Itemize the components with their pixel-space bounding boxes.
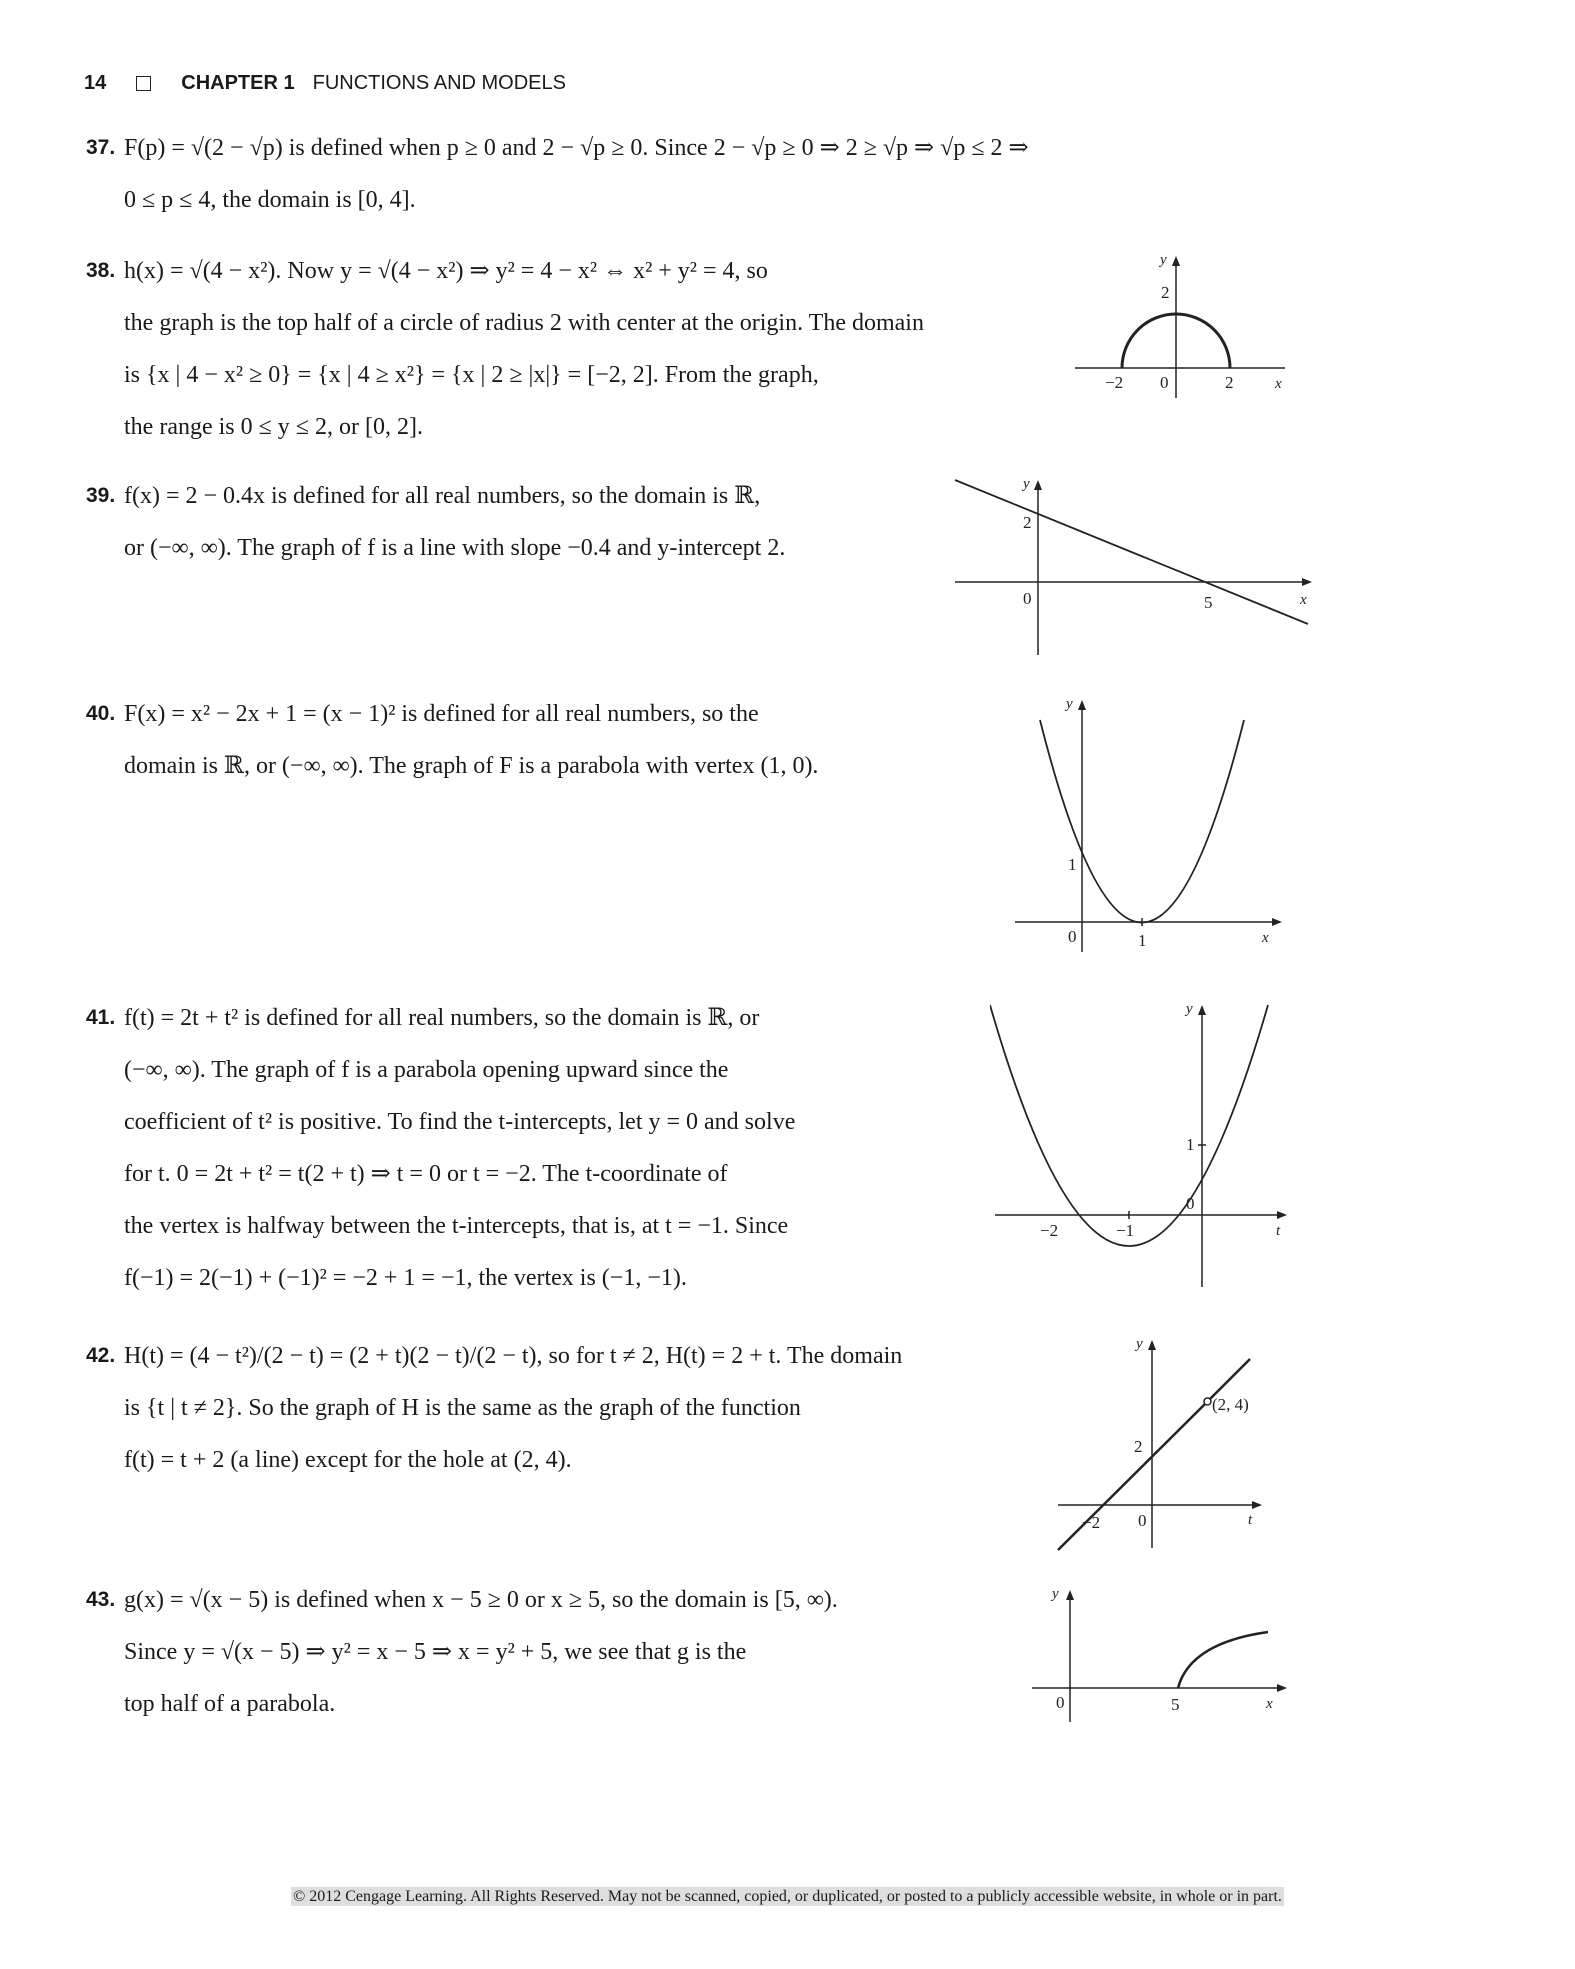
problem-40: [86, 688, 818, 792]
arrow-up-icon: [1172, 256, 1180, 266]
problem-number: 40.: [86, 702, 116, 725]
arrow-right-icon: [1252, 1501, 1262, 1509]
graph-38: [1060, 250, 1300, 410]
tick-label: −1: [1116, 1221, 1135, 1240]
page-header: [84, 68, 566, 98]
chapter-label: CHAPTER 1: [181, 71, 295, 94]
problem-line: is {x | 4 − x² ≥ 0} = {x | 4 ≥ x²} = {x | 2 ≥ |x|} = [−2, 2]. From the graph,: [124, 362, 819, 388]
problem-line: (−∞, ∞). The graph of f is a parabola opening upward since the: [124, 1057, 729, 1083]
arrow-right-icon: [1302, 578, 1312, 586]
tick-label: −2: [1105, 373, 1124, 392]
problem-line: Since y = √(x − 5) ⇒ y² = x − 5 ⇒ x = y² + 5, we see that g is the: [124, 1639, 747, 1665]
tick-label: 0: [1068, 927, 1077, 946]
y-axis-label: y: [1023, 476, 1030, 492]
tick-label: 5: [1171, 1695, 1180, 1714]
x-axis-label: t: [1248, 1512, 1253, 1528]
x-axis-label: t: [1276, 1223, 1281, 1239]
problem-43: [86, 1574, 838, 1730]
problem-line: f(−1) = 2(−1) + (−1)² = −2 + 1 = −1, the vertex is (−1, −1).: [124, 1265, 687, 1291]
x-axis-label: x: [1262, 930, 1269, 946]
sqrt-curve: [1178, 1632, 1268, 1688]
tick-label: 0: [1023, 589, 1032, 608]
problem-line: or (−∞, ∞). The graph of f is a line with slope −0.4 and y-intercept 2.: [124, 535, 786, 561]
problem-line: 0 ≤ p ≤ 4, the domain is [0, 4].: [124, 187, 416, 213]
graph-39: [950, 470, 1320, 660]
tick-label: 0: [1160, 373, 1169, 392]
tick-label: 2: [1161, 283, 1170, 302]
problem-42: [86, 1330, 902, 1486]
tick-label: 5: [1204, 593, 1213, 612]
line-graph: [1210, 1359, 1250, 1399]
y-axis-label: y: [1186, 1001, 1193, 1017]
problem-line: the range is 0 ≤ y ≤ 2, or [0, 2].: [124, 414, 423, 440]
problem-number: 38.: [86, 259, 116, 282]
page-number: 14: [84, 71, 107, 94]
problem-line: the graph is the top half of a circle of radius 2 with center at the origin. The domain: [124, 310, 924, 336]
problem-41: [86, 992, 795, 1304]
tick-label: 0: [1138, 1511, 1147, 1530]
parabola-curve: [1040, 720, 1244, 923]
arrow-up-icon: [1078, 700, 1086, 710]
problem-line: H(t) = (4 − t²)/(2 − t) = (2 + t)(2 − t)/(2 − t), so for t ≠ 2, H(t) = 2 + t. The domain: [124, 1343, 903, 1369]
problem-38: [86, 245, 924, 453]
line-graph: [1058, 1404, 1205, 1550]
problem-line: for t. 0 = 2t + t² = t(2 + t) ⇒ t = 0 or t = −2. The t-coordinate of: [124, 1161, 728, 1187]
problem-number: 43.: [86, 1588, 116, 1611]
tick-label: −2: [1082, 1513, 1101, 1532]
tick-label: 1: [1068, 855, 1077, 874]
arrow-up-icon: [1198, 1005, 1206, 1015]
arrow-right-icon: [1272, 918, 1282, 926]
arrow-up-icon: [1066, 1590, 1074, 1600]
y-axis-label: y: [1066, 696, 1073, 712]
point-label: (2, 4): [1212, 1395, 1249, 1414]
tick-label: 2: [1023, 513, 1032, 532]
copyright-text: © 2012 Cengage Learning. All Rights Reserved. May not be scanned, copied, or duplicated, or posted to a publicly accessible website, in whole or in part.: [293, 1888, 1282, 1905]
y-axis-label: y: [1052, 1586, 1059, 1602]
tick-label: 0: [1186, 1194, 1195, 1213]
arrow-up-icon: [1148, 1340, 1156, 1350]
tick-label: 2: [1225, 373, 1234, 392]
tick-label: 2: [1134, 1437, 1143, 1456]
arrow-right-icon: [1277, 1684, 1287, 1692]
problem-39: [86, 470, 785, 574]
tick-label: 0: [1056, 1693, 1065, 1712]
problem-line: F(p) = √(2 − √p) is defined when p ≥ 0 and 2 − √p ≥ 0. Since 2 − √p ≥ 0 ⇒ 2 ≥ √p ⇒ √p ≤ 2 ⇒: [124, 135, 1029, 161]
graph-43: [1030, 1580, 1320, 1730]
graph-41: [990, 995, 1300, 1295]
arrow-right-icon: [1277, 1211, 1287, 1219]
chapter-title: FUNCTIONS AND MODELS: [312, 71, 566, 94]
problem-number: 42.: [86, 1344, 116, 1367]
problem-line: is {t | t ≠ 2}. So the graph of H is the same as the graph of the function: [124, 1395, 801, 1421]
problem-number: 39.: [86, 484, 116, 507]
problem-line: top half of a parabola.: [124, 1691, 336, 1717]
graph-42: [1040, 1330, 1300, 1560]
y-axis-label: y: [1160, 252, 1167, 268]
parabola-curve: [990, 1005, 1268, 1246]
hole-point: [1204, 1398, 1211, 1405]
tick-label: 1: [1138, 931, 1147, 950]
x-axis-label: x: [1266, 1696, 1273, 1712]
problem-line: h(x) = √(4 − x²). Now y = √(4 − x²) ⇒ y² = 4 − x² ⇔ x² + y² = 4, so: [124, 258, 768, 284]
graph-40: [1010, 690, 1290, 960]
copyright-footer: [0, 1888, 1575, 1906]
tick-label: −2: [1040, 1221, 1059, 1240]
x-axis-label: x: [1300, 592, 1307, 608]
problem-line: domain is ℝ, or (−∞, ∞). The graph of F is a parabola with vertex (1, 0).: [124, 753, 819, 779]
problem-37: [86, 122, 1029, 226]
square-icon: [136, 76, 151, 91]
problem-line: g(x) = √(x − 5) is defined when x − 5 ≥ 0 or x ≥ 5, so the domain is [5, ∞).: [124, 1587, 838, 1613]
problem-line: f(x) = 2 − 0.4x is defined for all real numbers, so the domain is ℝ,: [124, 483, 761, 509]
x-axis-label: x: [1275, 376, 1282, 392]
arrow-up-icon: [1034, 480, 1042, 490]
line-graph: [955, 480, 1308, 624]
problem-line: the vertex is halfway between the t-intercepts, that is, at t = −1. Since: [124, 1213, 789, 1239]
y-axis-label: y: [1136, 1336, 1143, 1352]
problem-number: 37.: [86, 136, 116, 159]
problem-line: f(t) = t + 2 (a line) except for the hole at (2, 4).: [124, 1447, 572, 1473]
tick-label: 1: [1186, 1135, 1195, 1154]
problem-line: f(t) = 2t + t² is defined for all real numbers, so the domain is ℝ, or: [124, 1005, 760, 1031]
problem-line: F(x) = x² − 2x + 1 = (x − 1)² is defined for all real numbers, so the: [124, 701, 759, 727]
problem-line: coefficient of t² is positive. To find the t-intercepts, let y = 0 and solve: [124, 1109, 796, 1135]
problem-number: 41.: [86, 1006, 116, 1029]
